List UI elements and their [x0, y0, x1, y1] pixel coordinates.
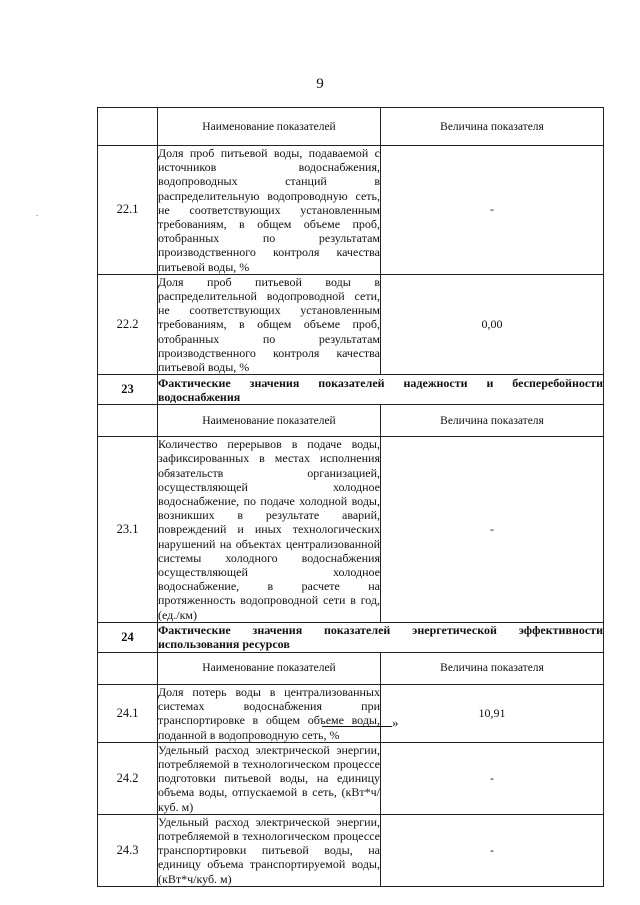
indicator-value: - — [381, 814, 604, 886]
indicator-description: Удельный расход электрической энергии, потребляемой в технологическом процессе транспортировки питьевой воды, на единицу объема транспортируемой воды, (кВт*ч/куб. м) — [158, 814, 380, 886]
indicator-name-header: Наименование показателей — [158, 652, 381, 684]
indicator-value: - — [381, 146, 604, 275]
row-number: 24.1 — [98, 684, 158, 742]
table-header-row — [98, 652, 604, 684]
section-row — [98, 375, 604, 405]
page-number: 9 — [316, 76, 324, 92]
section-number: 24 — [98, 622, 158, 652]
indicator-name-header: Наименование показателей — [158, 108, 381, 146]
value-header: Величина показателя — [381, 108, 604, 146]
indicator-value: - — [381, 742, 604, 814]
row-number: 23.1 — [98, 437, 158, 623]
table-row — [98, 814, 604, 886]
row-number: 22.1 — [98, 146, 158, 275]
table-row — [98, 146, 604, 275]
table-header-row — [98, 405, 604, 437]
section-title: Фактические значения показателей надежности и бесперебойности водоснабжения — [158, 375, 603, 404]
section-number: 23 — [98, 375, 158, 405]
closing-line — [322, 715, 399, 731]
indicators-table — [97, 107, 604, 887]
indicator-description: Количество перерывов в подаче воды, зафиксированных в местах исполнения обязательств организацией, осуществляющей холодное водоснабжение, по подаче холодной воды, возникших в результате аварий, повреждений и иных технологических нарушений на объектах централизованной системы холодного водоснабжения осуществляющей холодное водоснабжение, в расчете на протяженность водопроводной сети в год, (ед./км) — [158, 437, 380, 622]
indicator-description: Доля проб питьевой воды в распределительной водопроводной сети, не соответствующих установленным требованиям, в общем объеме проб, отобранных по результатам производственного контроля качества питьевой воды, % — [158, 274, 380, 375]
table-row — [98, 742, 604, 814]
table-row — [98, 274, 604, 374]
row-number: 24.2 — [98, 742, 158, 814]
number-cell — [98, 405, 158, 437]
value-header: Величина показателя — [381, 405, 604, 437]
indicator-description: Доля проб питьевой воды, подаваемой с источников водоснабжения, водопроводных станций в распределительную водопроводную сеть, не соответствующих установленным требованиям, в общем объеме проб, отобранных по результатам производственного контроля качества питьевой воды, % — [158, 146, 380, 274]
indicator-value: 0,00 — [381, 274, 604, 374]
number-cell — [98, 108, 158, 146]
table-row — [98, 437, 604, 623]
row-number: 24.3 — [98, 814, 158, 886]
indicator-description: Доля потерь воды в централизованных системах водоснабжения при транспортировке в общем объеме воды, поданной в водопроводную сеть, % — [158, 684, 380, 742]
indicator-value: 10,91 — [381, 684, 604, 742]
indicator-name-header: Наименование показателей — [158, 405, 381, 437]
row-number: 22.2 — [98, 274, 158, 374]
indicator-value: - — [381, 437, 604, 623]
value-header: Величина показателя — [381, 652, 604, 684]
number-cell — [98, 652, 158, 684]
table-row — [98, 684, 604, 742]
section-title: Фактические значения показателей энергетической эффективности использования ресурсов — [158, 623, 603, 652]
section-row — [98, 622, 604, 652]
signature-rule — [322, 715, 392, 727]
margin-mark: . — [36, 208, 39, 218]
indicator-description: Удельный расход электрической энергии, потребляемой в технологическом процессе подготовки питьевой воды, на единицу объема воды, отпускаемой в сеть, (кВт*ч/куб. м) — [158, 742, 380, 814]
table-header-row — [98, 108, 604, 146]
closing-quote: » — [392, 715, 399, 730]
